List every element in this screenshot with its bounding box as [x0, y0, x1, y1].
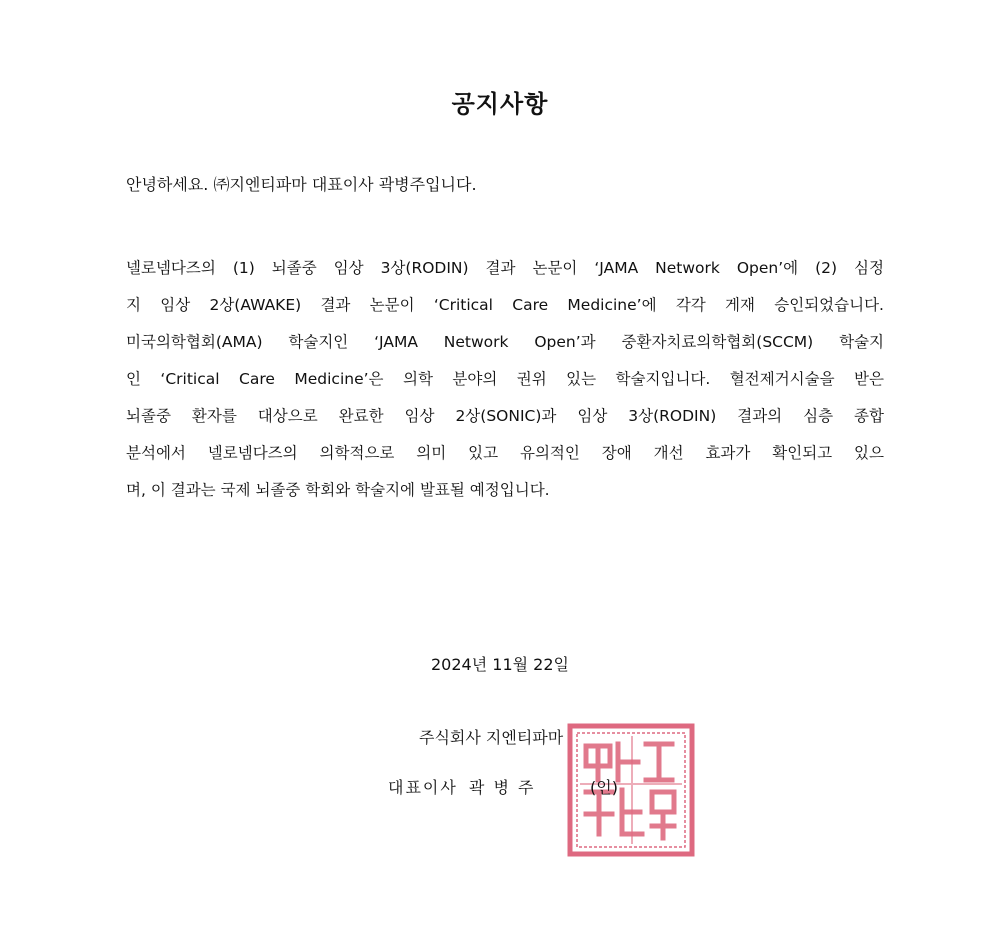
company-name: 주식회사 지엔티파마: [419, 728, 564, 747]
body-line: 인 ‘Critical Care Medicine’은 의학 분야의 권위 있는 학술지입니다. 혈전제거시술을 받은: [126, 370, 884, 388]
notice-date: 2024년 11월 22일: [431, 655, 569, 674]
body-line: 며, 이 결과는 국제 뇌졸중 학회와 학술지에 발표될 예정입니다.: [126, 481, 550, 499]
company-seal-icon: [566, 722, 696, 858]
body-line: 분석에서 넬로넴다즈의 의학적으로 의미 있고 유의적인 장애 개선 효과가 확인되고 있으: [126, 444, 884, 462]
seal-mark: (인): [590, 778, 618, 797]
body-line: 지 임상 2상(AWAKE) 결과 논문이 ‘Critical Care Medicine’에 각각 게재 승인되었습니다.: [126, 296, 884, 314]
body-line: 미국의학협회(AMA) 학술지인 ‘JAMA Network Open’과 중환자치료의학협회(SCCM) 학술지: [126, 333, 884, 351]
greeting-line: 안녕하세요. ㈜지엔티파마 대표이사 곽병주입니다.: [126, 175, 477, 194]
notice-title: 공지사항: [451, 90, 549, 118]
representative-name: 곽 병 주: [468, 778, 536, 797]
body-line: 넬로넴다즈의 (1) 뇌졸중 임상 3상(RODIN) 결과 논문이 ‘JAMA Network Open’에 (2) 심정: [126, 259, 884, 277]
representative-line: [388, 775, 535, 798]
body-line: 뇌졸중 환자를 대상으로 완료한 임상 2상(SONIC)과 임상 3상(RODIN) 결과의 심층 종합: [126, 407, 884, 425]
notice-body: [126, 250, 884, 509]
representative-title: 대표이사: [388, 778, 458, 797]
